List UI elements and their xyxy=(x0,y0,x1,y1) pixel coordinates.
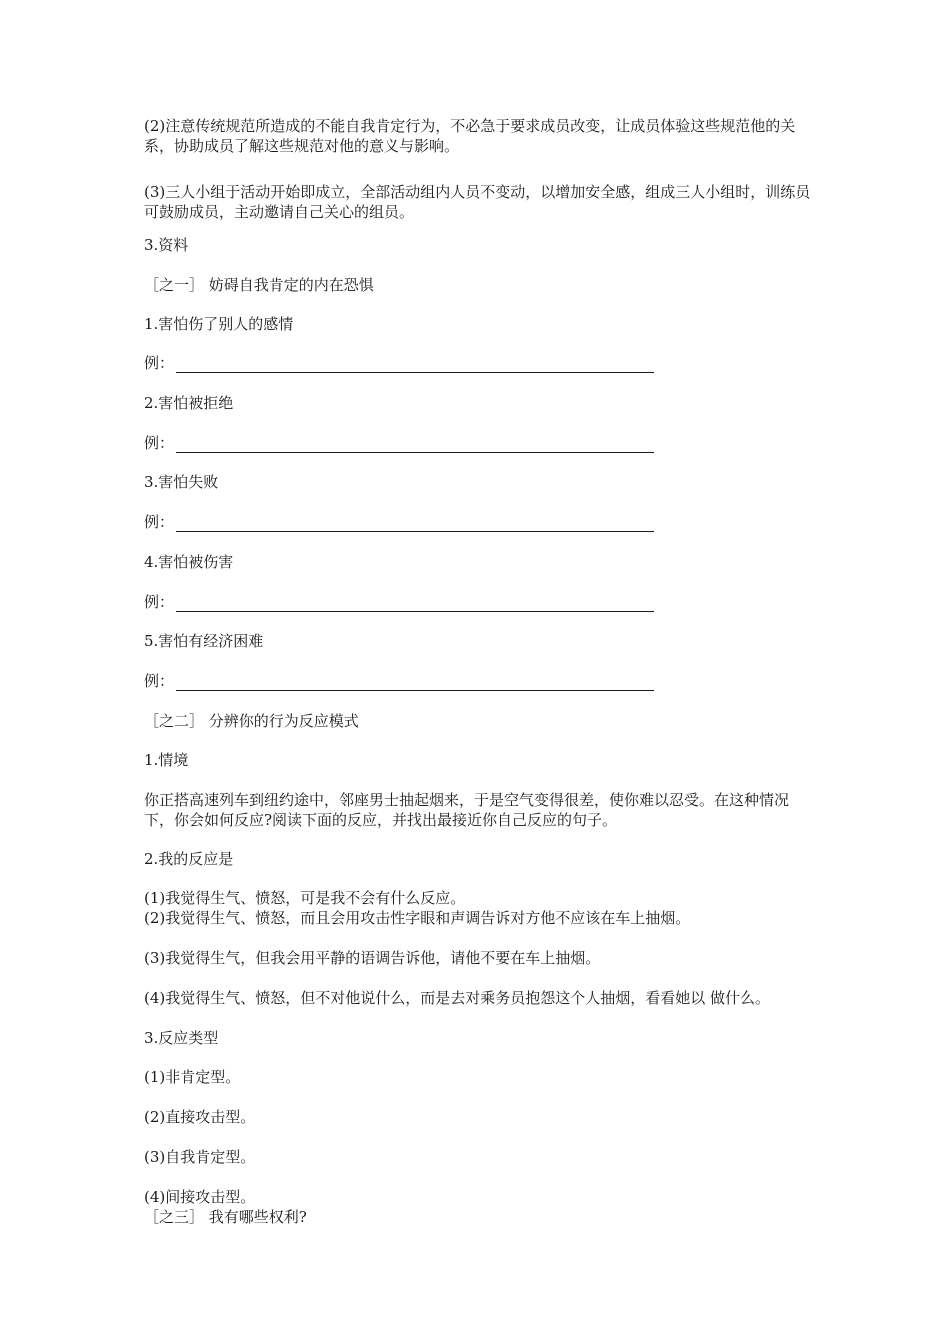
fear-title-5: 5.害怕有经济困难 xyxy=(144,632,264,650)
example-label: 例： xyxy=(144,593,175,611)
heading-situation: 1.情境 xyxy=(144,751,189,769)
example-blank-line xyxy=(176,592,654,612)
fear-example-1 xyxy=(144,353,812,373)
paragraph-norm-2: (2)注意传统规范所造成的不能自我肯定行为，不必急于要求成员改变，让成员体验这些规范他的关系，协助成员了解这些规范对他的意义与影响。 xyxy=(144,117,796,155)
fear-title-3: 3.害怕失败 xyxy=(144,473,219,491)
example-label: 例： xyxy=(144,354,175,372)
heading-part-3: ［之三］ 我有哪些权利? xyxy=(144,1208,307,1226)
fear-title-4: 4.害怕被伤害 xyxy=(144,553,234,571)
example-label: 例： xyxy=(144,672,175,690)
reaction-item-3: (3)我觉得生气，但我会用平静的语调告诉他，请他不要在车上抽烟。 xyxy=(144,949,601,967)
paragraph-norm-3: (3)三人小组于活动开始即成立，全部活动组内人员不变动，以增加安全感，组成三人小组时，训练员可鼓励成员，主动邀请自己关心的组员。 xyxy=(144,183,811,221)
heading-material: 3.资料 xyxy=(144,236,189,254)
heading-part-1: ［之一］ 妨碍自我肯定的内在恐惧 xyxy=(144,276,374,294)
fear-example-5 xyxy=(144,671,812,691)
reaction-item-1: (1)我觉得生气、愤怒，可是我不会有什么反应。 xyxy=(144,889,466,907)
example-label: 例： xyxy=(144,434,175,452)
reaction-item-4: (4)我觉得生气、愤怒，但不对他说什么，而是去对乘务员抱怨这个人抽烟，看看她以 做什么。 xyxy=(144,989,771,1007)
heading-part-2: ［之二］ 分辨你的行为反应模式 xyxy=(144,712,359,730)
type-item-2: (2)直接攻击型。 xyxy=(144,1108,256,1126)
type-item-1: (1)非肯定型。 xyxy=(144,1068,241,1086)
heading-types: 3.反应类型 xyxy=(144,1029,219,1047)
example-blank-line xyxy=(176,512,654,532)
type-item-4: (4)间接攻击型。 xyxy=(144,1188,256,1206)
paragraph-situation: 你正搭高速列车到纽约途中，邻座男士抽起烟来，于是空气变得很差，使你难以忍受。在这种情况下，你会如何反应?阅读下面的反应，并找出最接近你自己反应的句子。 xyxy=(144,791,790,829)
fear-example-2 xyxy=(144,433,812,453)
example-label: 例： xyxy=(144,513,175,531)
example-blank-line xyxy=(176,433,654,453)
example-blank-line xyxy=(176,671,654,691)
fear-title-1: 1.害怕伤了别人的感情 xyxy=(144,315,294,333)
heading-reaction: 2.我的反应是 xyxy=(144,850,234,868)
example-blank-line xyxy=(176,353,654,373)
type-item-3: (3)自我肯定型。 xyxy=(144,1148,256,1166)
reaction-item-2: (2)我觉得生气、愤怒，而且会用攻击性字眼和声调告诉对方他不应该在车上抽烟。 xyxy=(144,909,691,927)
fear-example-3 xyxy=(144,512,812,532)
fear-title-2: 2.害怕被拒绝 xyxy=(144,394,234,412)
fear-example-4 xyxy=(144,592,812,612)
